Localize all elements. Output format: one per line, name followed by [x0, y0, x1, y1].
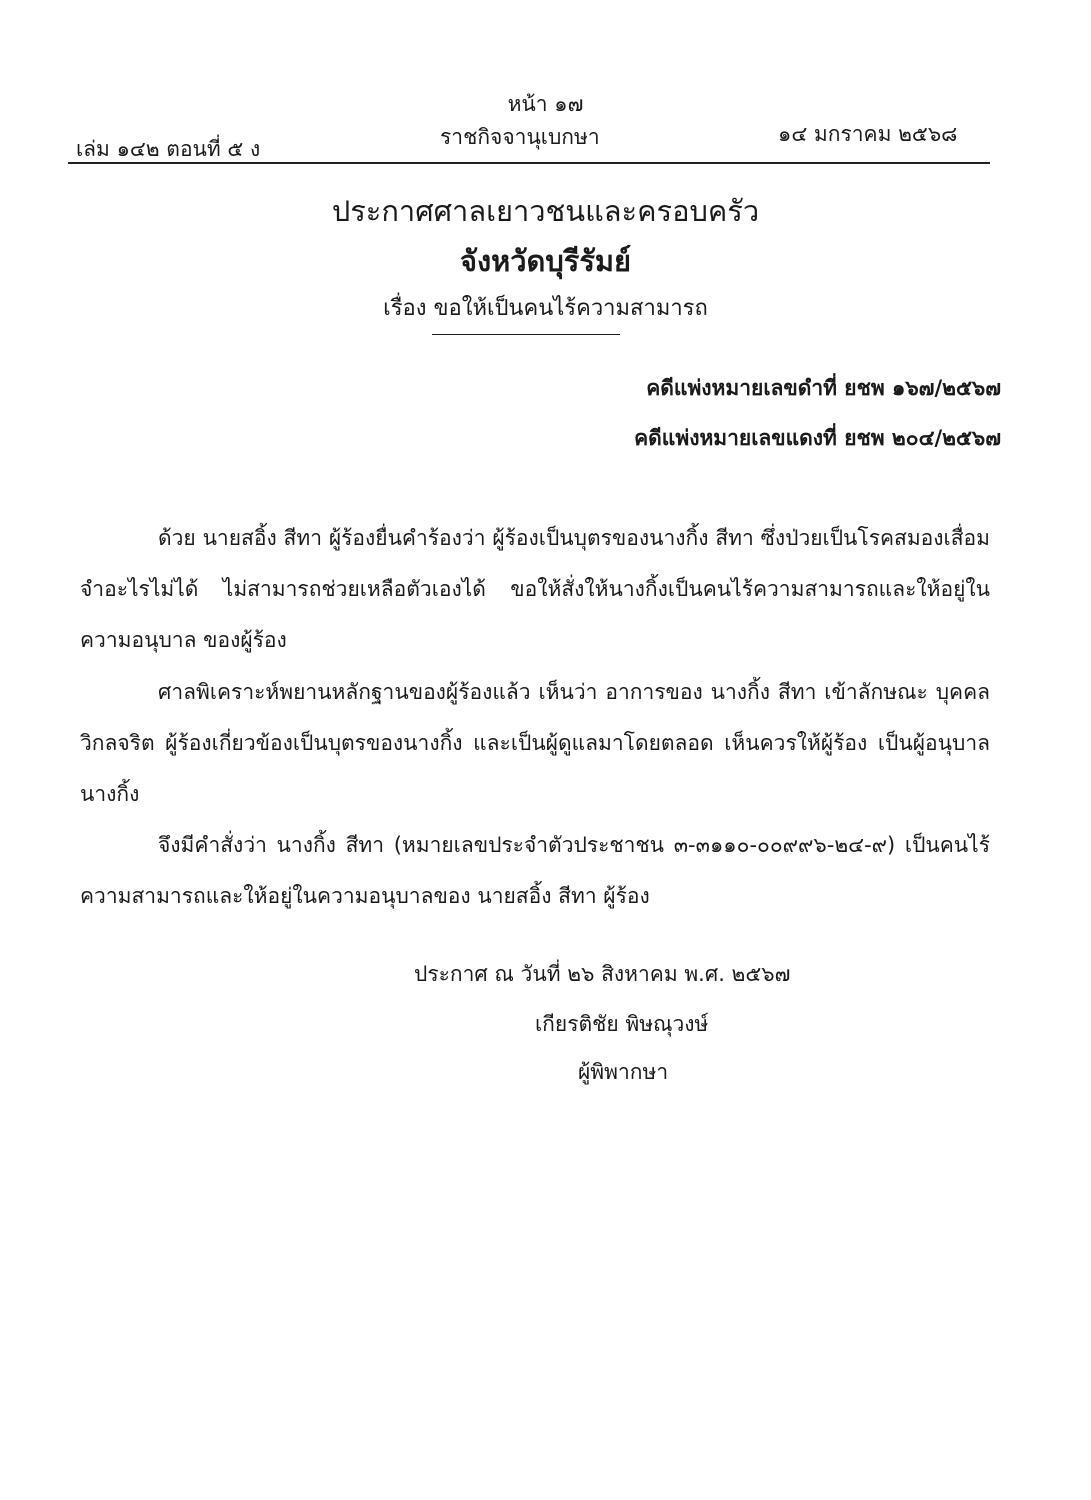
body-paragraph-petition: ด้วย นายสอิ้ง สีทา ผู้ร้องยื่นคำร้องว่า ผู้ร้องเป็นบุตรของนางกิ้ง สีทา ซึ่งป่วยเป็นโรคสมองเสื่อม จำอะไรไม่ได้ ไม่สามารถช่วยเหลือตัวเองได้ ขอให้สั่งให้นางกิ้งเป็นคนไร้ความสามารถและให้อยู่ในความอนุบาล ของผู้ร้อง	[80, 526, 990, 652]
gazette-name: ราชกิจจานุเบกษา	[440, 125, 600, 149]
subject-divider	[432, 334, 620, 335]
judge-position: ผู้พิพากษา	[578, 1060, 669, 1084]
body-paragraph-order: จึงมีคำสั่งว่า นางกิ้ง สีทา (หมายเลขประจำตัวประชาชน ๓-๓๑๑๐-๐๐๙๙๖-๒๔-๙) เป็นคนไร้ความสามารถและให้อยู่ในความอนุบาลของ นายสอิ้ง สีทา ผู้ร้อง	[80, 833, 990, 908]
header-rule	[68, 162, 990, 164]
judge-name: เกียรติชัย พิษณุวงษ์	[535, 1012, 709, 1036]
document-title-province: จังหวัดบุรีรัมย์	[459, 244, 632, 278]
red-case-number: คดีแพ่งหมายเลขแดงที่ ยชพ ๒๐๔/๒๕๖๗	[634, 426, 1001, 450]
page-number: หน้า ๑๗	[507, 92, 584, 116]
body-paragraph-consideration: ศาลพิเคราะห์พยานหลักฐานของผู้ร้องแล้ว เห็นว่า อาการของ นางกิ้ง สีทา เข้าลักษณะ บุคคลวิกลจริต ผู้ร้องเกี่ยวข้องเป็นบุตรของนางกิ้ง และเป็นผู้ดูแลมาโดยตลอด เห็นควรให้ผู้ร้อง เป็นผู้อนุบาลนางกิ้ง	[80, 680, 990, 806]
publication-date: ๑๔ มกราคม ๒๕๖๘	[778, 122, 958, 146]
subject-line: เรื่อง ขอให้เป็นคนไร้ความสามารถ	[383, 296, 708, 321]
black-case-number: คดีแพ่งหมายเลขดำที่ ยชพ ๑๖๗/๒๕๖๗	[646, 376, 1001, 400]
announcement-date: ประกาศ ณ วันที่ ๒๖ สิงหาคม พ.ศ. ๒๕๖๗	[414, 962, 791, 986]
volume-issue: เล่ม ๑๔๒ ตอนที่ ๕ ง	[76, 137, 261, 161]
document-title: ประกาศศาลเยาวชนและครอบครัว	[331, 194, 760, 228]
